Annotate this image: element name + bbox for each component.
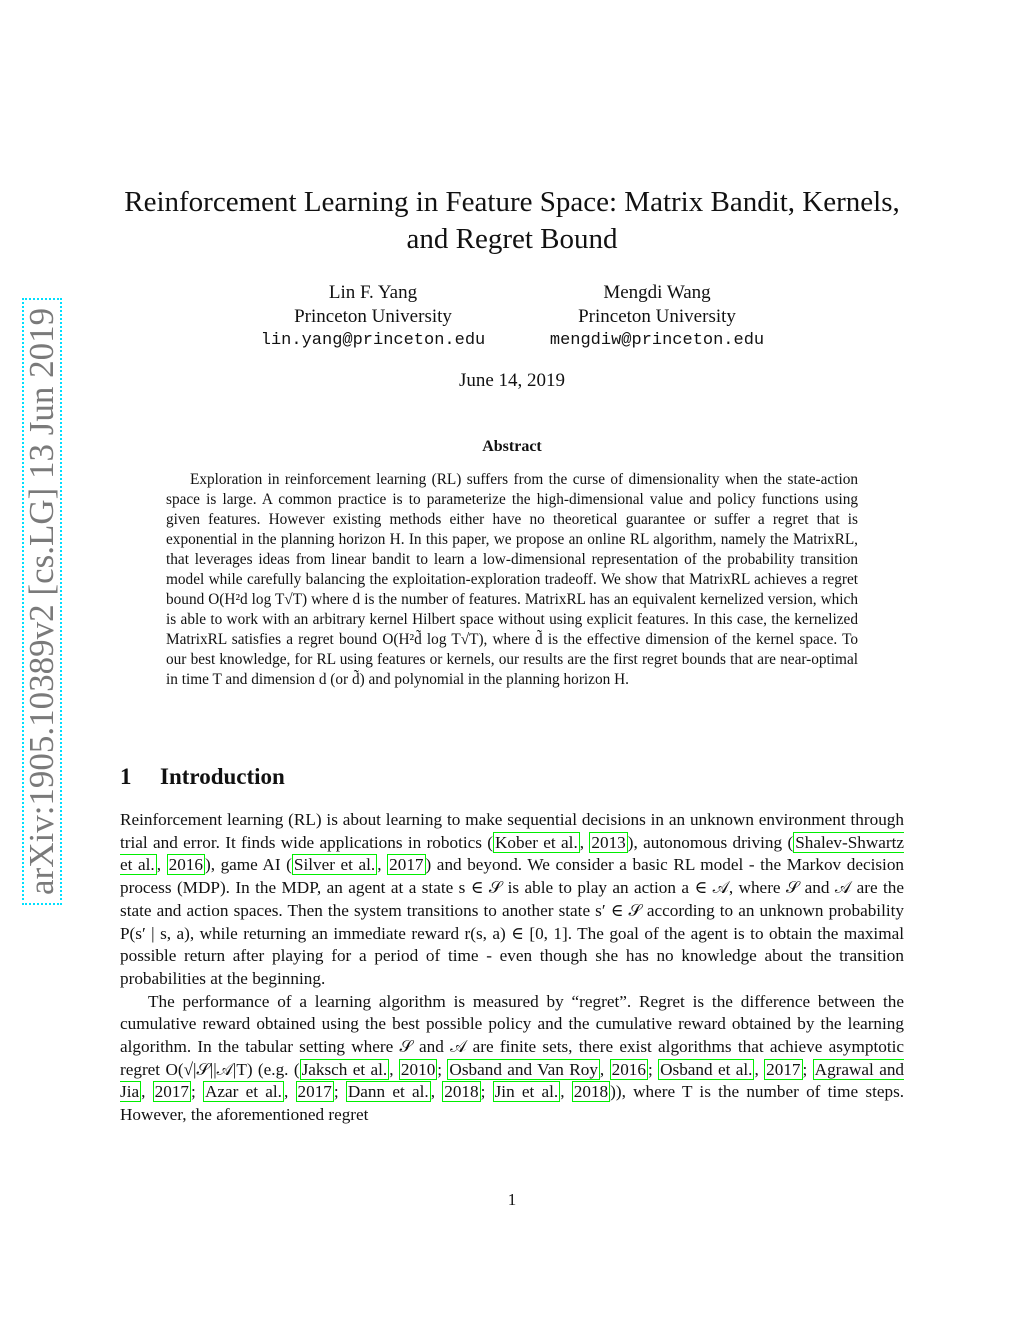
- author-email[interactable]: mengdiw@princeton.edu: [549, 331, 765, 350]
- citation-link[interactable]: Kober et al.: [495, 832, 578, 852]
- text-run: ) and beyond. We consider a basic RL model - the Markov decision process (MDP). In the MDP, an agent at a state s ∈ 𝒮 is able to play an action a ∈ 𝒜, where 𝒮 and 𝒜 are the state and action spaces. Then the system transitions to another state s′ ∈ 𝒮 according to an unknown probability P(s′ | s, a), while returning an immediate reward r(s, a) ∈ [0, 1]. The goal of the agent is to obtain the maximal possible return after playing for a period of time - even though she has no knowledge about the transition probabilities at the beginning.: [120, 855, 905, 988]
- intro-paragraph-2: The performance of a learning algorithm is measured by “regret”. Regret is the difference between the cumulative reward obtained using the best possible policy and the cumulative reward obtained by the learning algorithm. In the tabular setting where 𝒮 and 𝒜 are finite sets, there exist algorithms that achieve asymptotic regret O(√|𝒮||𝒜|T) (e.g. ( Jaksch et al. , 2010 ; Osband and Van Roy , 2016 ; Osband et al. , 2017 ; Agrawal and Jia , 2017 ; Azar et al. , 2017 ; Dann et al. , 2018 ; Jin et al. , 2018 )), where T is the number of time steps. However, the aforementioned regret: [120, 991, 905, 1125]
- citation-link[interactable]: Osband et al.: [660, 1059, 753, 1079]
- citation-year-link[interactable]: 2013: [591, 832, 626, 852]
- citation-link[interactable]: Silver et al.: [293, 855, 376, 875]
- citation-link[interactable]: Jaksch et al.: [301, 1059, 388, 1079]
- citation-link[interactable]: Osband and Van Roy: [449, 1059, 598, 1079]
- author-name: Lin F. Yang: [328, 282, 418, 303]
- paper-title: Reinforcement Learning in Feature Space: Matrix Bandit, Kernels, and Regret Bound: [124, 186, 900, 255]
- section-title: Introduction: [160, 764, 285, 789]
- text-run: Reinforcement learning (RL) is about learning to make sequential decisions in an unknown environment through trial and error. It finds wide applications in robotics (: [120, 810, 904, 852]
- citation-year-link[interactable]: 2016: [611, 1059, 646, 1079]
- citation-year-link[interactable]: 2017: [389, 855, 424, 875]
- citation-year-link[interactable]: 2010: [400, 1059, 436, 1079]
- author-block-yang: [244, 281, 502, 353]
- abstract-text: Exploration in reinforcement learning (RL) suffers from the curse of dimensionality when the state-action space is large. A common practice is to parameterize the high-dimensional value and policy functions using given features. However existing methods either have no theoretical guarantee or suffer a regret that is exponential in the planning horizon H. In this paper, we propose an online RL algorithm, namely the MatrixRL, that leverages ideas from linear bandit to learn a low-dimensional representation of the probability transition model while carefully balancing the exploitation-exploration tradeoff. We show that MatrixRL achieves a regret bound O(H²d log T√T) where d is the number of features. MatrixRL has an equivalent kernelized version, which is able to work with an arbitrary kernel Hilbert space without using explicit features. In this case, the kernelized MatrixRL satisfies a regret bound O(H²d̃ log T√T), where d̃ is the effective dimension of the kernel space. To our best knowledge, for RL using features or kernels, our results are the first regret bounds that are near-optimal in time T and dimension d (or d̃) and polynomial in the planning horizon H.: [166, 471, 858, 688]
- text-run: ), game AI (: [204, 855, 292, 875]
- introduction-text: [120, 809, 904, 1127]
- abstract-body: [166, 470, 858, 690]
- citation-year-link[interactable]: 2017: [766, 1059, 801, 1079]
- section-heading: [120, 764, 285, 790]
- author-affiliation: Princeton University: [578, 306, 736, 327]
- citation-link[interactable]: Agrawal and Jia: [120, 1059, 905, 1102]
- intro-paragraph-1: Reinforcement learning (RL) is about learning to make sequential decisions in an unknown environment through trial and error. It finds wide applications in robotics ( Kober et al. , 2013 ), autonomous driving ( Shalev-Shwartz et al. , 2016 ), game AI ( Silver et al. , 2017 ) and beyond. We consider a basic RL model - the Markov decision process (MDP). In the MDP, an agent at a state s ∈ 𝒮 is able to play an action a ∈ 𝒜, where 𝒮 and 𝒜 are the state and action spaces. Then the system transitions to another state s′ ∈ 𝒮 according to an unknown probability P(s′ | s, a), while returning an immediate reward r(s, a) ∈ [0, 1]. The goal of the agent is to obtain the maximal possible return after playing for a period of time - even though she has no knowledge about the transition probabilities at the beginning.: [120, 810, 905, 988]
- section-number: 1: [120, 764, 132, 789]
- citation-year-link[interactable]: 2017: [154, 1082, 189, 1102]
- citation-year-link[interactable]: 2018: [444, 1082, 479, 1102]
- text-run: The performance of a learning algorithm is measured by “regret”. Regret is the difference between the cumulative reward obtained using the best possible policy and the cumulative reward obtained by the learning algorithm. In the tabular setting where 𝒮 and 𝒜 are finite sets, there exist algorithms that achieve asymptotic regret O(√|𝒮||𝒜|T) (e.g. (: [120, 991, 904, 1079]
- publication-date: June 14, 2019: [458, 370, 566, 391]
- citation-link[interactable]: Azar et al.: [205, 1082, 282, 1102]
- citation-link[interactable]: Shalev-Shwartz et al.: [120, 832, 905, 875]
- page-number: 1: [507, 1190, 517, 1209]
- arxiv-identifier[interactable]: arXiv:1905.10389v2 [cs.LG] 13 Jun 2019: [22, 298, 62, 905]
- text-run: ), autonomous driving (: [627, 832, 794, 852]
- text-run: )), where T is the number of time steps. However, the aforementioned regret: [120, 1082, 905, 1125]
- citation-link[interactable]: Jin et al.: [494, 1082, 559, 1102]
- author-affiliation: Princeton University: [294, 306, 452, 327]
- author-name: Mengdi Wang: [603, 282, 711, 303]
- citation-year-link[interactable]: 2017: [297, 1082, 332, 1102]
- author-block-wang: [528, 281, 786, 353]
- citation-link[interactable]: Dann et al.: [347, 1082, 429, 1102]
- abstract-heading: Abstract: [482, 438, 542, 455]
- citation-year-link[interactable]: 2018: [573, 1082, 609, 1102]
- author-email[interactable]: lin.yang@princeton.edu: [260, 331, 486, 350]
- citation-year-link[interactable]: 2016: [168, 855, 203, 875]
